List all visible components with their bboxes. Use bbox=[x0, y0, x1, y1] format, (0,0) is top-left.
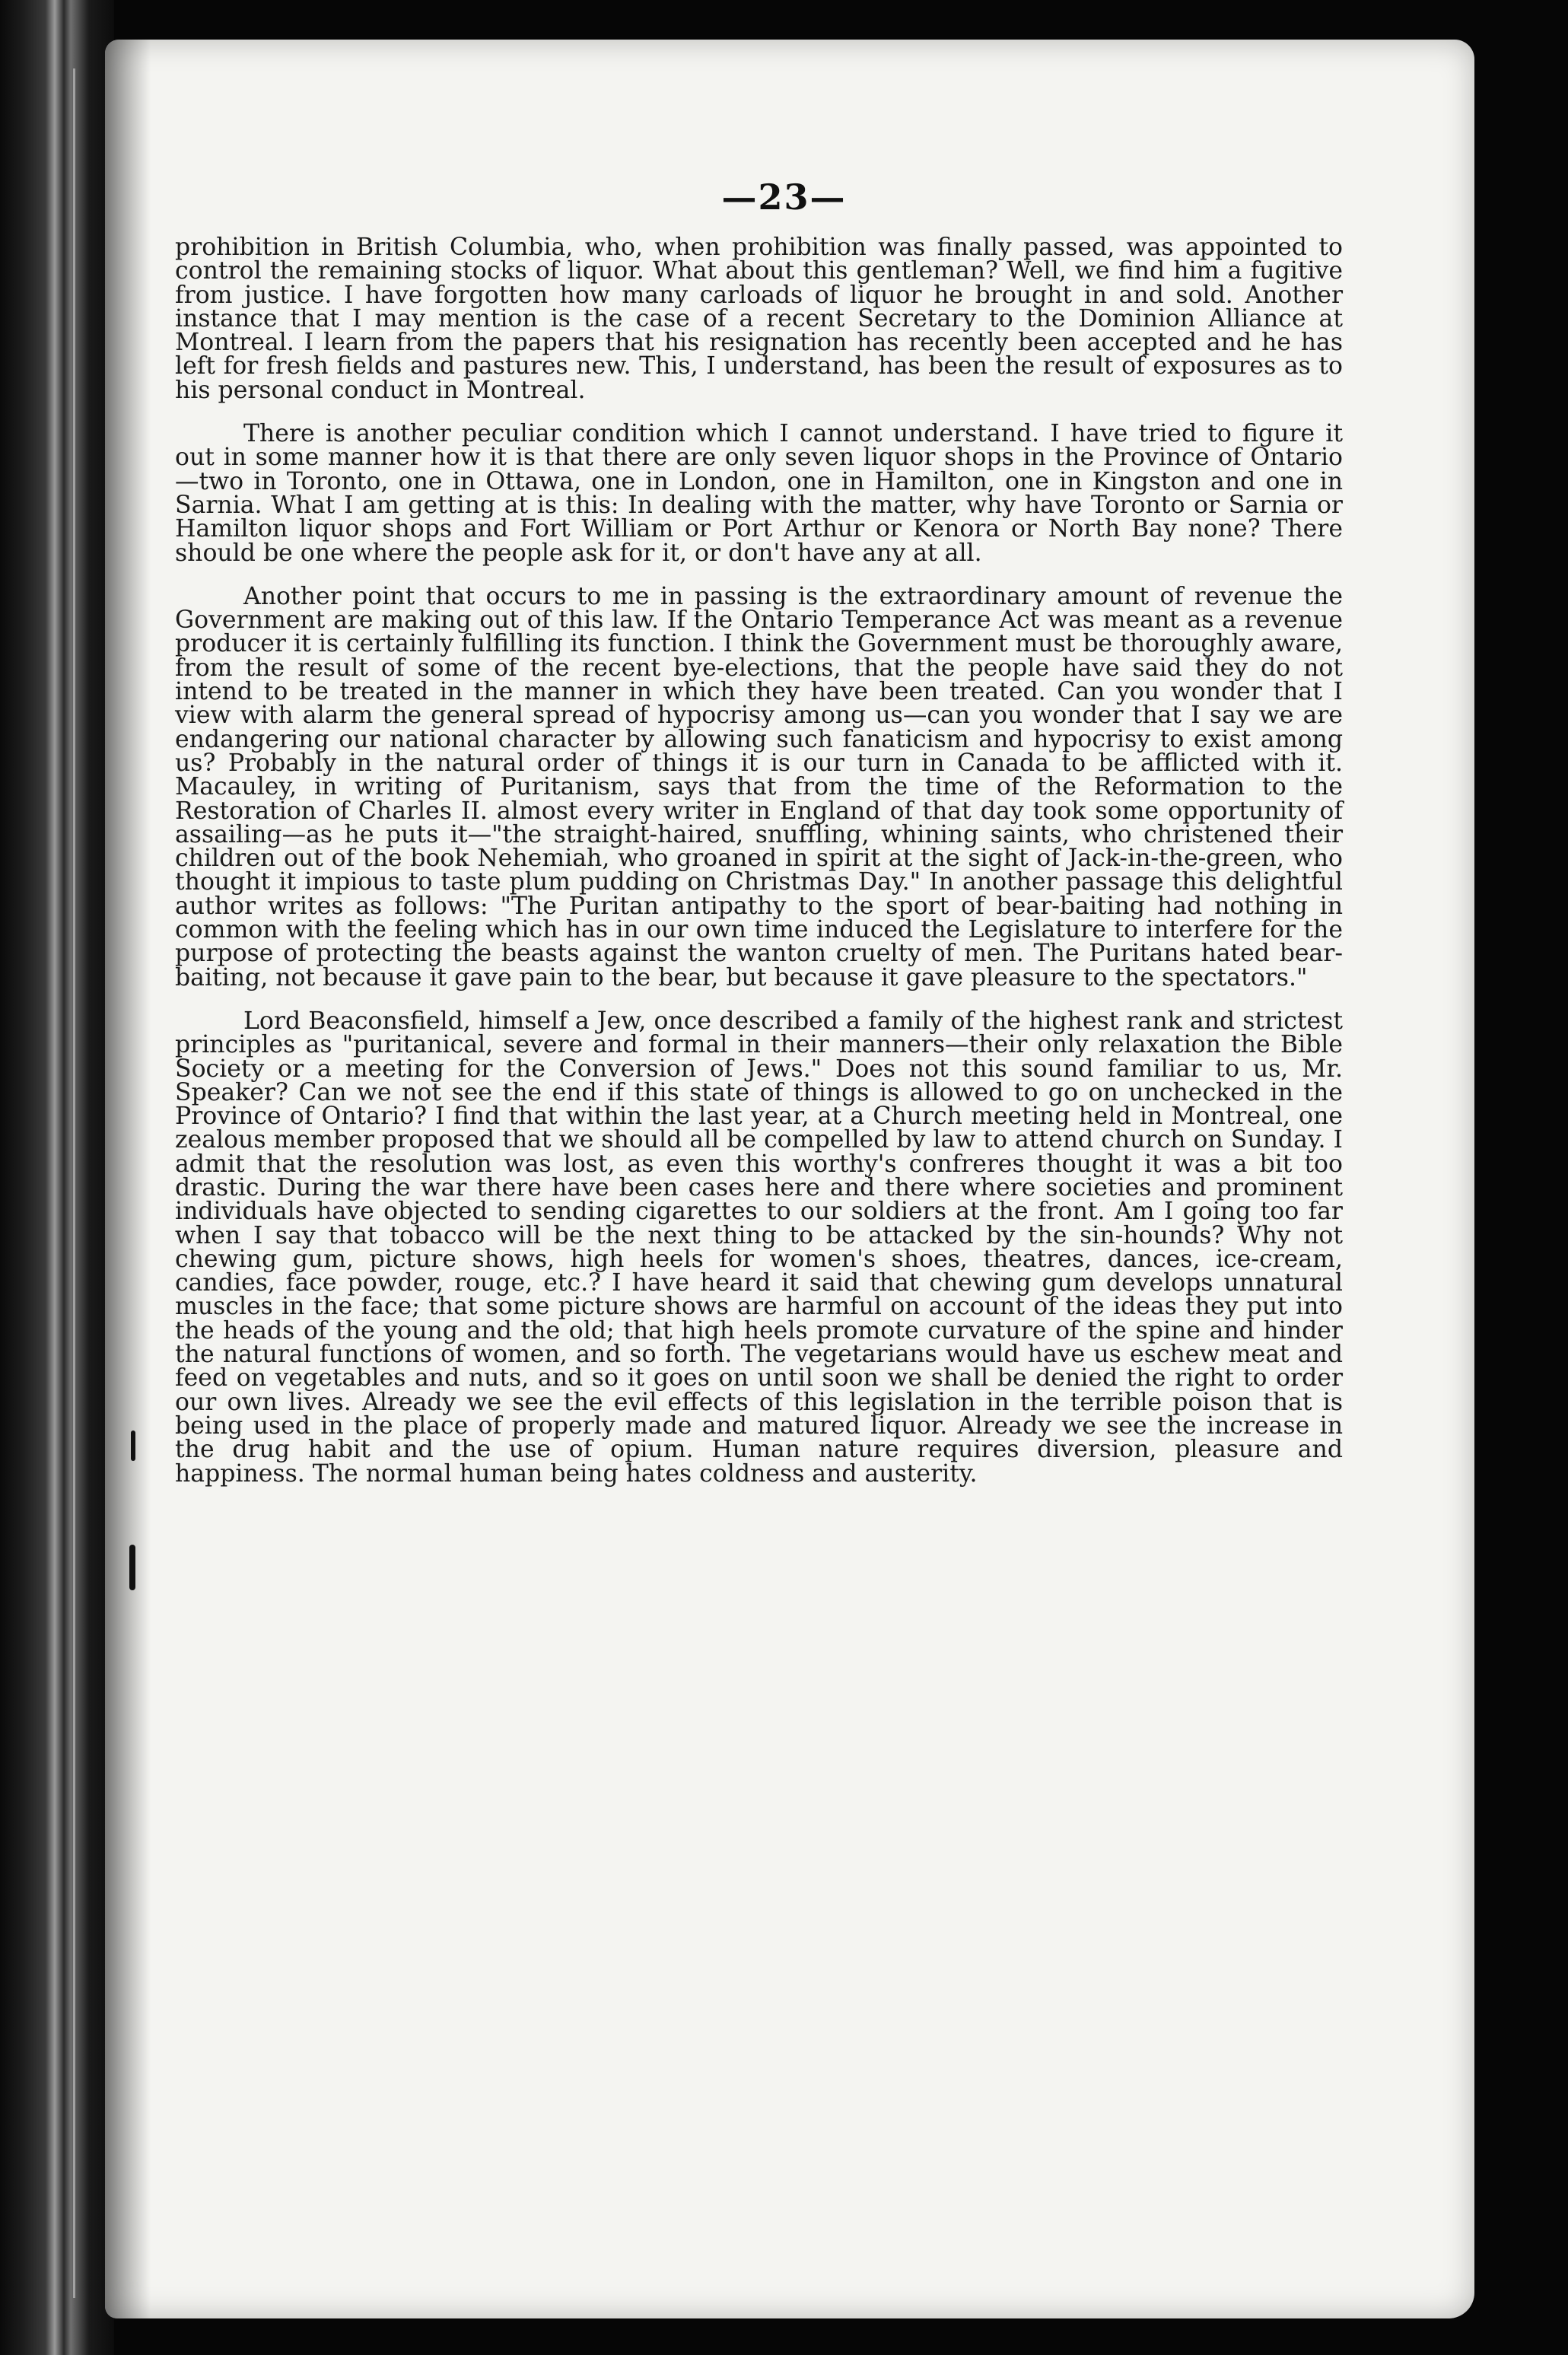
paragraph: Another point that occurs to me in passing is the extraordinary amount of revenue the Government are making out of this law. If the Ontario Temperance Act was meant as a revenue producer it is certainly fulfilling its function. I think the Government must be thoroughly aware, from the result of some of the recent bye-elections, that the people have said they do not intend to be treated in the manner in which they have been treated. Can you wonder that I view with alarm the general spread of hypocrisy among us—can you wonder that I say we are endangering our national character by allowing such fanaticism and hypocrisy to exist among us? Probably in the natural order of things it is our turn in Canada to be afflicted with it. Macauley, in writing of Puritanism, says that from the time of the Reformation to the Restoration of Charles II. almost every writer in England of that day took some opportunity of assailing—as he puts it—"the straight-haired, snuffling, whining saints, who christened their children out of the book Nehemiah, who groaned in spirit at the sight of Jack-in-the-green, who thought it impious to taste plum pudding on Christmas Day." In another passage this delightful author writes as follows: "The Puritan antipathy to the sport of bear-baiting had nothing in common with the feeling which has in our own time induced the Legislature to interfere for the purpose of protecting the beasts against the wanton cruelty of men. The Puritans hated bear-baiting, not because it gave pain to the bear, but because it gave pleasure to the spectators." bbox=[175, 582, 1343, 991]
spine-crease bbox=[73, 68, 75, 2298]
paragraph: There is another peculiar condition which I cannot understand. I have tried to figure it out in some manner how it is that there are only seven liquor shops in the Province of Ontario—two in Toronto, one in Ottawa, one in London, one in Hamilton, one in Kingston and one in Sarnia. What I am getting at is this: In dealing with the matter, why have Toronto or Sarnia or Hamilton liquor shops and Fort William or Port Arthur or Kenora or North Bay none? There should be one where the people ask for it, or don't have any at all. bbox=[175, 420, 1343, 567]
margin-mark bbox=[129, 1545, 135, 1590]
book-spine bbox=[0, 0, 114, 2355]
paragraph: Lord Beaconsfield, himself a Jew, once described a family of the highest rank and strictest principles as "puritanical, severe and formal in their manners—their only relaxation the Bible Society or a meeting for the Conversion of Jews." Does not this sound familiar to us, Mr. Speaker? Can we not see the end if this state of things is allowed to go on unchecked in the Province of Ontario? I find that within the last year, at a Church meeting held in Montreal, one zealous member proposed that we should all be compelled by law to attend church on Sunday. I admit that the resolution was lost, as even this worthy's confreres thought it was a bit too drastic. During the war there have been cases here and there where societies and prominent individuals have objected to sending cigarettes to our soldiers at the front. Am I going too far when I say that tobacco will be the next thing to be attacked by the sin-hounds? Why not chewing gum, picture shows, high heels for women's shoes, theatres, dances, ice-cream, candies, face powder, rouge, etc.? I have heard it said that chewing gum develops unnatural muscles in the face; that some picture shows are harmful on account of the ideas they put into the heads of the young and the old; that high heels promote curvature of the spine and hinder the natural functions of women, and so forth. The vegetarians would have us eschew meat and feed on vegetables and nuts, and so it goes on until soon we shall be denied the right to order our own lives. Already we see the evil effects of this legislation in the terrible poison that is being used in the place of properly made and matured liquor. Already we see the increase in the drug habit and the use of opium. Human nature requires diversion, pleasure and happiness. The normal human being hates coldness and austerity. bbox=[175, 1007, 1343, 1488]
sheet-shadow bbox=[105, 40, 151, 2318]
body-text bbox=[175, 236, 1343, 1506]
page-number: —23— bbox=[721, 177, 847, 218]
paragraph: prohibition in British Columbia, who, when prohibition was finally passed, was appointed to control the remaining stocks of liquor. What about this gentleman? Well, we find him a fugitive from justice. I have forgotten how many carloads of liquor he brought in and sold. Another instance that I may mention is the case of a recent Secretary to the Dominion Alliance at Montreal. I learn from the papers that his resignation has recently been accepted and he has left for fresh fields and pastures new. This, I understand, has been the result of exposures as to his personal conduct in Montreal. bbox=[175, 234, 1343, 404]
margin-mark bbox=[131, 1431, 135, 1461]
